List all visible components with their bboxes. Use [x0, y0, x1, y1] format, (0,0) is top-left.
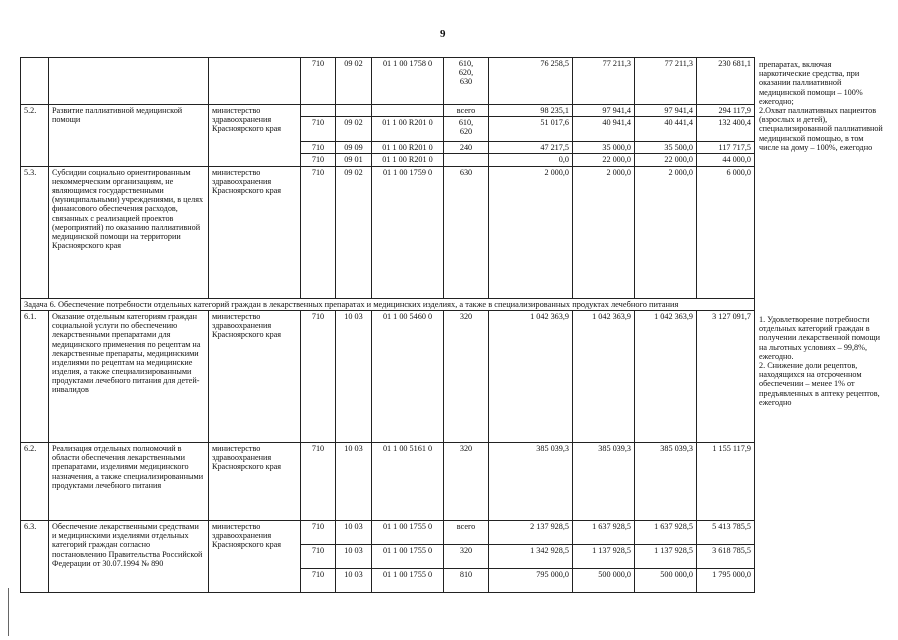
table-row [21, 58, 755, 105]
year-1-amount: 51 017,6 [489, 117, 573, 142]
grbs-code: 710 [301, 520, 336, 544]
expense-type-code: 320 [444, 442, 489, 520]
section-code: 09 01 [336, 154, 372, 166]
year-2-amount: 385 039,3 [573, 442, 635, 520]
grbs-code: 710 [301, 142, 336, 154]
target-article-code: 01 1 00 R201 0 [372, 154, 444, 166]
table-row [21, 310, 755, 442]
expense-type-code: 610, 620 [444, 117, 489, 142]
year-2-amount: 35 000,0 [573, 142, 635, 154]
grbs-code: 710 [301, 310, 336, 442]
grbs-code: 710 [301, 568, 336, 592]
year-2-amount: 1 637 928,5 [573, 520, 635, 544]
target-article-code: 01 1 00 5460 0 [372, 310, 444, 442]
section-code: 09 09 [336, 142, 372, 154]
measure-name: Субсидии социально ориентированным некоммерческим организациям, не являющимся государственными (муниципальными) учреждениями, в целях финансового обеспечения расходов, связанных с реализацией проектов (мероприятий) по оказанию паллиативной медицинской помощи на территории Красноярского края [49, 166, 209, 298]
row-number: 6.3. [21, 520, 49, 592]
grbs-code [301, 105, 336, 117]
year-3-amount: 1 042 363,9 [635, 310, 697, 442]
year-3-amount: 35 500,0 [635, 142, 697, 154]
row-number [21, 58, 49, 105]
scan-margin-line [8, 588, 9, 636]
expense-type-code: всего [444, 105, 489, 117]
responsible-org: министерство здравоохранения Красноярского края [209, 520, 301, 592]
year-3-amount: 77 211,3 [635, 58, 697, 105]
grbs-code: 710 [301, 58, 336, 105]
year-3-amount: 97 941,4 [635, 105, 697, 117]
target-article-code: 01 1 00 R201 0 [372, 142, 444, 154]
total-amount: 117 717,5 [697, 142, 755, 154]
grbs-code: 710 [301, 166, 336, 298]
total-amount: 6 000,0 [697, 166, 755, 298]
target-article-code: 01 1 00 1755 0 [372, 544, 444, 568]
year-3-amount: 385 039,3 [635, 442, 697, 520]
section-code [336, 105, 372, 117]
total-amount: 1 795 000,0 [697, 568, 755, 592]
year-1-amount: 385 039,3 [489, 442, 573, 520]
expense-type-code: всего [444, 520, 489, 544]
section-code: 10 03 [336, 442, 372, 520]
expense-type-code: 630 [444, 166, 489, 298]
grbs-code: 710 [301, 117, 336, 142]
target-article-code: 01 1 00 1755 0 [372, 568, 444, 592]
year-3-amount: 500 000,0 [635, 568, 697, 592]
year-1-amount: 2 137 928,5 [489, 520, 573, 544]
total-amount: 44 000,0 [697, 154, 755, 166]
target-article-code: 01 1 00 1758 0 [372, 58, 444, 105]
year-1-amount: 795 000,0 [489, 568, 573, 592]
year-3-amount: 40 441,4 [635, 117, 697, 142]
target-article-code: 01 1 00 1755 0 [372, 520, 444, 544]
row-number: 6.2. [21, 442, 49, 520]
year-2-amount: 2 000,0 [573, 166, 635, 298]
year-1-amount: 0,0 [489, 154, 573, 166]
year-2-amount: 40 941,4 [573, 117, 635, 142]
table-row [21, 105, 755, 117]
section-code: 09 02 [336, 58, 372, 105]
measure-name [49, 58, 209, 105]
total-amount: 230 681,1 [697, 58, 755, 105]
expected-result-note: 1. Удовлетворение потребности отдельных категорий граждан в получении лекарственной помощи на льготных условиях – 99,8%, ежегодно. 2. Снижение доли рецептов, находящихся на отсроченном обеспечении – менее 1% от предъявленных в аптеку рецептов, ежегодно [759, 315, 881, 407]
year-1-amount: 1 342 928,5 [489, 544, 573, 568]
total-amount: 294 117,9 [697, 105, 755, 117]
responsible-org [209, 58, 301, 105]
target-article-code: 01 1 00 R201 0 [372, 117, 444, 142]
total-amount: 132 400,4 [697, 117, 755, 142]
year-2-amount: 77 211,3 [573, 58, 635, 105]
year-3-amount: 22 000,0 [635, 154, 697, 166]
measure-name: Реализация отдельных полномочий в области обеспечения лекарственными препаратами, изделиями медицинского назначения, а также специализированными продуктами лечебного питания [49, 442, 209, 520]
total-amount: 3 127 091,7 [697, 310, 755, 442]
year-1-amount: 47 217,5 [489, 142, 573, 154]
row-number: 5.2. [21, 105, 49, 167]
expense-type-code: 240 [444, 142, 489, 154]
row-number: 6.1. [21, 310, 49, 442]
section-code: 10 03 [336, 568, 372, 592]
section-code: 09 02 [336, 166, 372, 298]
expense-type-code: 610, 620, 630 [444, 58, 489, 105]
total-amount: 3 618 785,5 [697, 544, 755, 568]
total-amount: 1 155 117,9 [697, 442, 755, 520]
year-2-amount: 1 042 363,9 [573, 310, 635, 442]
table-row [21, 298, 755, 310]
target-article-code: 01 1 00 1759 0 [372, 166, 444, 298]
responsible-org: министерство здравоохранения Красноярского края [209, 442, 301, 520]
expense-type-code: 810 [444, 568, 489, 592]
measure-name: Оказание отдельным категориям граждан социальной услуги по обеспечению лекарственными препаратами для медицинского применения по рецептам на лекарственные препараты, медицинскими изделиями по рецептам на медицинские изделия, а также специализированными продуктами лечебного питания для детей-инвалидов [49, 310, 209, 442]
year-2-amount: 97 941,4 [573, 105, 635, 117]
task-heading: Задача 6. Обеспечение потребности отдельных категорий граждан в лекарственных препаратах и медицинских изделиях, а также в специализированных продуктах лечебного питания [21, 298, 755, 310]
row-number: 5.3. [21, 166, 49, 298]
expense-type-code [444, 154, 489, 166]
measure-name: Развитие паллиативной медицинской помощи [49, 105, 209, 167]
section-code: 09 02 [336, 117, 372, 142]
grbs-code: 710 [301, 442, 336, 520]
year-1-amount: 2 000,0 [489, 166, 573, 298]
table-row [21, 520, 755, 544]
grbs-code: 710 [301, 154, 336, 166]
expense-type-code: 320 [444, 544, 489, 568]
page-number: 9 [440, 28, 446, 40]
section-code: 10 03 [336, 310, 372, 442]
section-code: 10 03 [336, 520, 372, 544]
responsible-org: министерство здравоохранения Красноярского края [209, 105, 301, 167]
table-row [21, 166, 755, 298]
year-1-amount: 76 258,5 [489, 58, 573, 105]
responsible-org: министерство здравоохранения Красноярского края [209, 166, 301, 298]
expected-result-note: препаратах, включая наркотические средства, при оказании паллиативной медицинской помощи – 100% ежегодно; 2.Охват паллиативных пациентов (взрослых и детей), специализированной паллиативной медицинской помощью, в том числе на дому – 100%, ежегодно [759, 60, 883, 152]
year-3-amount: 1 637 928,5 [635, 520, 697, 544]
measure-name: Обеспечение лекарственными средствами и медицинскими изделиями отдельных категорий граждан согласно постановлению Правительства Российской Федерации от 30.07.1994 № 890 [49, 520, 209, 592]
year-2-amount: 1 137 928,5 [573, 544, 635, 568]
year-2-amount: 500 000,0 [573, 568, 635, 592]
year-3-amount: 2 000,0 [635, 166, 697, 298]
table-row [21, 442, 755, 520]
year-3-amount: 1 137 928,5 [635, 544, 697, 568]
expense-type-code: 320 [444, 310, 489, 442]
target-article-code: 01 1 00 5161 0 [372, 442, 444, 520]
responsible-org: министерство здравоохранения Красноярского края [209, 310, 301, 442]
year-1-amount: 1 042 363,9 [489, 310, 573, 442]
total-amount: 5 413 785,5 [697, 520, 755, 544]
year-2-amount: 22 000,0 [573, 154, 635, 166]
section-code: 10 03 [336, 544, 372, 568]
year-1-amount: 98 235,1 [489, 105, 573, 117]
budget-table [20, 57, 755, 593]
target-article-code [372, 105, 444, 117]
grbs-code: 710 [301, 544, 336, 568]
